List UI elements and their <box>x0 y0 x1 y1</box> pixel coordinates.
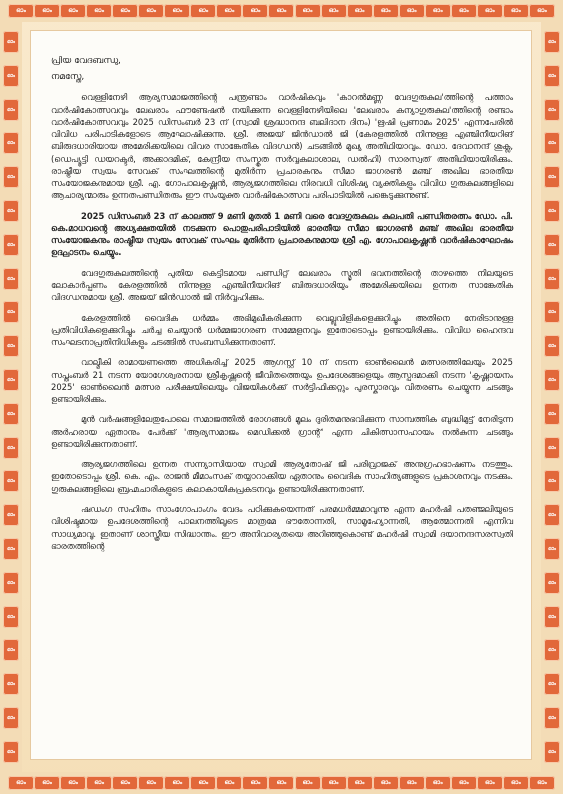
paragraph-5: വാല്മീകി രാമായണത്തെ അധികരിച്ച് 2025 ആഗസ്റ്റ് 10 ന് നടന്ന ഓൺലൈൻ മത്സരത്തിലേയും 2025 സപ്തംബർ 21 നടന്ന യോഗേശ്വരനായ ശ്രീകൃഷ്ണന്റെ ജീവിതത്തെയും ഉപദേശങ്ങളെയും ആസ്പദമാക്കി നടന്ന 'കൃഷ്ണായനം 2025' ഓൺലൈൻ മത്സര പരീക്ഷയിലെയും വിജയികൾക്ക് സർട്ടിഫിക്കറ്റും പുരസ്കാരവും വിതരണം ചെയ്യുന്ന ചടങ്ങും ഉണ്ടായിരിക്കും. <box>51 357 513 405</box>
om-border-icon: ഓം <box>544 707 560 729</box>
om-border-icon: ഓം <box>112 776 138 790</box>
om-border-icon: ഓം <box>190 4 216 18</box>
paragraph-2: 2025 ഡിസംബർ 23 ന് കാലത്ത് 9 മണി മുതൽ 1 മണി വരെ വേദഗുരുകുലം കുലപതി പണ്ഡിതരത്നം ഡോ. പി. കെ.മാധവന്റെ അധ്യക്ഷതയിൽ നടക്കുന്ന പൊതുപരിപാടിയിൽ ഭാരതീയ സീമാ ജാഗരൺ മഞ്ച് അഖില ഭാരതീയ സംയോജകനും രാഷ്ട്രീയ സ്വയം സേവക് സംഘം മുതിർന്ന പ്രചാരകനുമായ ശ്രീ എ. ഗോപാലകൃഷ്ണൻ വാർഷികാഘോഷം ഉദ്ഘാടനം ചെയ്യും. <box>51 210 513 258</box>
om-border-icon: ഓം <box>347 776 373 790</box>
om-border-icon: ഓം <box>3 403 19 425</box>
om-border-icon: ഓം <box>373 776 399 790</box>
om-border-icon: ഓം <box>3 268 19 290</box>
om-border-icon: ഓം <box>34 776 60 790</box>
border-left <box>0 22 22 772</box>
om-border-icon: ഓം <box>544 606 560 628</box>
om-border-icon: ഓം <box>60 4 86 18</box>
om-border-icon: ഓം <box>3 369 19 391</box>
om-border-icon: ഓം <box>3 639 19 661</box>
om-border-icon: ഓം <box>544 639 560 661</box>
om-border-icon: ഓം <box>399 776 425 790</box>
om-border-icon: ഓം <box>295 776 321 790</box>
border-top <box>0 0 563 22</box>
om-border-icon: ഓം <box>425 4 451 18</box>
om-border-icon: ഓം <box>544 268 560 290</box>
om-border-icon: ഓം <box>544 470 560 492</box>
om-border-icon: ഓം <box>347 4 373 18</box>
om-border-icon: ഓം <box>3 234 19 256</box>
paragraph-4: കേരളത്തിൽ വൈദിക ധർമ്മം അഭിമുഖീകരിക്കുന്ന വെല്ലുവിളികളെക്കുറിച്ചും അതിനെ നേരിടാനുള്ള പ്രതിവിധികളെക്കുറിച്ചും ചർച്ച ചെയ്യാൻ ധർമ്മജാഗരണ സമ്മേളനവും ഇതോടൊപ്പം ഉണ്ടായിരിക്കും. വിവിധ ഹൈന്ദവ സംഘടനാപ്രതിനിധികളും ചടങ്ങിൽ സംബന്ധിക്കുന്നതാണ്. <box>51 312 513 348</box>
om-border-icon: ഓം <box>3 166 19 188</box>
om-border-icon: ഓം <box>3 99 19 121</box>
om-border-icon: ഓം <box>3 707 19 729</box>
om-border-icon: ഓം <box>451 776 477 790</box>
om-border-icon: ഓം <box>190 776 216 790</box>
om-border-icon: ഓം <box>529 776 555 790</box>
om-border-icon: ഓം <box>399 4 425 18</box>
om-border-icon: ഓം <box>544 99 560 121</box>
om-border-icon: ഓം <box>544 538 560 560</box>
om-border-icon: ഓം <box>3 132 19 154</box>
om-border-icon: ഓം <box>34 4 60 18</box>
om-border-icon: ഓം <box>112 4 138 18</box>
om-border-icon: ഓം <box>3 673 19 695</box>
om-border-icon: ഓം <box>3 741 19 763</box>
om-border-icon: ഓം <box>138 4 164 18</box>
border-bottom <box>0 772 563 794</box>
om-border-icon: ഓം <box>544 504 560 526</box>
om-border-icon: ഓം <box>451 4 477 18</box>
om-border-icon: ഓം <box>138 776 164 790</box>
om-border-icon: ഓം <box>544 65 560 87</box>
om-border-icon: ഓം <box>242 776 268 790</box>
om-border-icon: ഓം <box>321 4 347 18</box>
om-border-icon: ഓം <box>321 776 347 790</box>
om-border-icon: ഓം <box>8 4 34 18</box>
om-border-icon: ഓം <box>544 301 560 323</box>
paragraph-1: വെള്ളിനേഴി ആര്യസമാജത്തിന്റെ പന്ത്രണ്ടാം വാർഷികവും 'കാറൽമണ്ണ വേദഗുരുകുല'ത്തിന്റെ പത്താം വാർഷികോത്സവവും ലേഖരാം ഫൗണ്ടേഷൻ നയിക്കുന്ന വെള്ളിനേഴിയിലെ 'ലേഖരാം കന്യാഗുരുകുല'ത്തിന്റെ രണ്ടാം വാർഷികോത്സവവും 2025 ഡിസംബർ 23 ന് (സ്വാമി ശ്രദ്ധാനന്ദ ബലിദാന ദിനം) 'ഋഷി പ്രണാമം 2025' എന്നപേരിൽ വിവിധ പരിപാടികളോടെ ആഘോഷിക്കുന്നു. ശ്രീ. അജയ് ജിൻഡാൽ ജി (കേരളത്തിൽ നിന്നുള്ള എഞ്ചിനീയറിങ് ബിരുദധാരിയായ അമേരിക്കയിലെ വിവര സാങ്കേതിക വിദഗ്ധൻ) ചടങ്ങിൽ മുഖ്യ അതിഥിയാവും. ഡോ. ദേവാനന്ദ് ശുക്ല, (ഡെപ്യൂട്ടി ഡയറക്ടർ, അക്കാദമിക്, കേന്ദ്രീയ സംസ്കൃത സർവ്വകലാശാല, ഡൽഹി) സാരസ്വത് അതിഥിയായിരിക്കും. രാഷ്ട്രീയ സ്വയം സേവക് സംഘത്തിന്റെ മുതിർന്ന പ്രചാരകനും സീമാ ജാഗരൺ മഞ്ച് അഖില ഭാരതീയ സംയോജകനുമായ ശ്രീ. എ. ഗോപാലകൃഷ്ണൻ, ആര്യജഗത്തിലെ നിരവധി വിശിഷ്യ വ്യക്തികളും വിവിധ ഗുരുകുലങ്ങളിലെ ആചാര്യന്മാരും ഉന്നതപണ്ഡിതരും ഈ സംയുക്ത വാർഷികോത്സവ പരിപാടിയിൽ പങ്കെടുക്കുന്നുണ്ട്. <box>51 92 513 201</box>
om-border-icon: ഓം <box>544 369 560 391</box>
om-border-icon: ഓം <box>3 538 19 560</box>
om-border-icon: ഓം <box>477 776 503 790</box>
om-border-icon: ഓം <box>503 4 529 18</box>
greeting: നമസ്തേ, <box>51 72 85 83</box>
om-border-icon: ഓം <box>86 4 112 18</box>
om-border-icon: ഓം <box>373 4 399 18</box>
om-border-icon: ഓം <box>216 776 242 790</box>
om-border-icon: ഓം <box>3 335 19 357</box>
om-border-icon: ഓം <box>529 4 555 18</box>
om-border-icon: ഓം <box>544 200 560 222</box>
om-border-icon: ഓം <box>544 572 560 594</box>
om-border-icon: ഓം <box>544 166 560 188</box>
om-border-icon: ഓം <box>3 606 19 628</box>
om-border-icon: ഓം <box>544 437 560 459</box>
om-border-icon: ഓം <box>3 65 19 87</box>
om-border-icon: ഓം <box>3 572 19 594</box>
om-border-icon: ഓം <box>477 4 503 18</box>
om-border-icon: ഓം <box>544 335 560 357</box>
paragraph-8: ഷഡംഗ സഹിതം സാംഗോപാംഗം വേദം പഠിക്കുകയെന്നത് പരമധർമ്മമാവുന്നു എന്ന മഹർഷി പതഞ്ജലിയുടെ വിശിഷ്ടമായ ഉപദേശത്തിന്റെ പാലനത്തിലൂടെ മാത്രമേ ഭൗതോന്നതി, സാമൂഹ്യോന്നതി, ആത്മോന്നതി എന്നിവ സാധ്യമാവൂ. ഇതാണ് ശാസ്ത്രീയ സിദ്ധാന്തം. ഈ അനിവാര്യതയെ അറിഞ്ഞുകൊണ്ട് മഹർഷി സ്വാമി ദയാനന്ദസരസ്വതി ഭാരതത്തിന്റെ <box>51 503 513 551</box>
om-border-icon: ഓം <box>3 200 19 222</box>
om-border-icon: ഓം <box>544 673 560 695</box>
om-border-icon: ഓം <box>544 741 560 763</box>
om-border-icon: ഓം <box>242 4 268 18</box>
om-border-icon: ഓം <box>216 4 242 18</box>
om-border-icon: ഓം <box>268 776 294 790</box>
om-border-icon: ഓം <box>3 31 19 53</box>
om-border-icon: ഓം <box>3 504 19 526</box>
om-border-icon: ഓം <box>60 776 86 790</box>
om-border-icon: ഓം <box>164 776 190 790</box>
om-border-icon: ഓം <box>8 776 34 790</box>
om-border-icon: ഓം <box>268 4 294 18</box>
border-right <box>541 22 563 772</box>
om-border-icon: ഓം <box>544 132 560 154</box>
letter-paper <box>30 30 532 760</box>
om-border-icon: ഓം <box>3 437 19 459</box>
om-border-icon: ഓം <box>544 31 560 53</box>
om-border-icon: ഓം <box>164 4 190 18</box>
paragraph-7: ആര്യജഗത്തിലെ ഉന്നത സന്ന്യാസിയായ സ്വാമി ആര്യതോഷ് ജി പരിവ്രാജക് അനുഗ്രഹഭാഷണം നടത്തും. ഇതോടൊപ്പം ശ്രീ. കെ. എം. രാജൻ മീമാംസക് തയ്യാറാക്കിയ ഏതാനും വൈദിക സാഹിത്യങ്ങളുടെ പ്രകാശനവും നടക്കും. ഗുരുകുലങ്ങളിലെ ബ്രഹ്മചാരികളുടെ കലാകായികപ്രകടനവും ഉണ്ടായിരിക്കുന്നതാണ്. <box>51 459 513 494</box>
om-border-icon: ഓം <box>3 301 19 323</box>
om-border-icon: ഓം <box>544 403 560 425</box>
paragraph-6: മുൻ വർഷങ്ങളിലേതുപോലെ സമാജത്തിൽ രോഗങ്ങൾ മൂലം ദുരിതമനുഭവിക്കുന്ന സാമ്പത്തിക ബുദ്ധിമുട്ട് നേരിടുന്ന അർഹരായ ഏതാനും പേർക്ക് 'ആര്യസമാജം മെഡിക്കൽ ഗ്രാന്റ്' എന്ന ചികിത്സാസഹായം നൽകുന്ന ചടങ്ങും ഉണ്ടായിരിക്കുന്നതാണ്. <box>51 414 513 449</box>
salutation: പ്രിയ വേദബന്ധു, <box>51 56 121 66</box>
om-border-icon: ഓം <box>86 776 112 790</box>
om-border-icon: ഓം <box>503 776 529 790</box>
paragraph-3: വേദഗുരുകുലത്തിന്റെ പുതിയ കെട്ടിടമായ പണ്ഡിറ്റ് ലേഖരാം സ്മൃതി ഭവനത്തിന്റെ താഴത്തെ നിലയുടെ ലോകാർപ്പണം കേരളത്തിൽ നിന്നുള്ള എഞ്ചിനീയറിങ് ബിരുദധാരിയും അമേരിക്കയിലെ ഉന്നത സാങ്കേതിക വിദഗ്ധനുമായ ശ്രീ. അജയ് ജിൻഡാൽ ജി നിർവ്വഹിക്കും. <box>51 267 513 303</box>
om-border-icon: ഓം <box>3 470 19 492</box>
om-border-icon: ഓം <box>295 4 321 18</box>
om-border-icon: ഓം <box>544 234 560 256</box>
om-border-icon: ഓം <box>425 776 451 790</box>
